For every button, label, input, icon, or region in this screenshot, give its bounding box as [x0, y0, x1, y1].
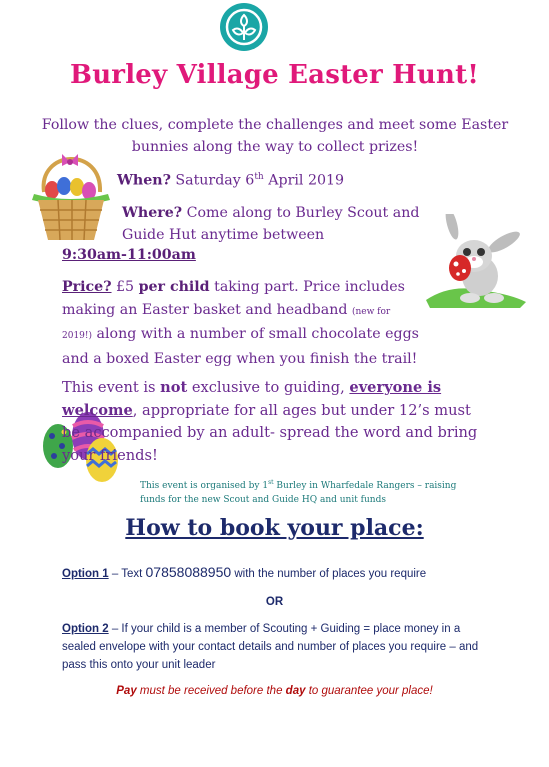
or-separator: OR [265, 596, 284, 608]
when-date: Saturday 6 [170, 172, 255, 189]
organiser-note [140, 476, 480, 507]
organiser-text-2: Burley in Wharfedale Rangers – raising funds for the new Scout and Guide HQ and unit funds [140, 481, 457, 505]
price-label: Price? [62, 279, 112, 295]
price-paragraph [62, 276, 422, 370]
option-2-label: Option 2 [62, 623, 109, 635]
trefoil-logo-icon [219, 2, 269, 52]
page-title: Burley Village Easter Hunt! [70, 60, 479, 90]
booking-option-1 [62, 564, 426, 580]
option-2-text: – If your child is a member of Scouting + Guiding = place money in a sealed envelope with your contact details and number of places you require – and pass this onto your unit leader [62, 623, 479, 671]
booking-option-2 [62, 620, 492, 674]
price-amount: £5 [111, 279, 139, 295]
payment-day: day [285, 685, 306, 697]
payment-text: must be received before the [136, 685, 286, 697]
booking-heading: How to book your place: [125, 515, 424, 541]
inclusion-not: not [160, 379, 188, 396]
when-line [117, 172, 344, 189]
intro-text: Follow the clues, complete the challenges and meet some Easter bunnies along the way to collect prizes! [41, 117, 509, 155]
where-label: Where? [122, 205, 183, 221]
when-date-suffix: th [254, 172, 264, 182]
inclusion-everyone: everyone is welcome [62, 379, 442, 419]
inclusion-text-2: exclusive to guiding, [187, 379, 350, 396]
payment-pay: Pay [116, 685, 137, 697]
payment-notice [0, 685, 549, 697]
where-line [122, 202, 422, 246]
price-text: taking part. Price includes making an Easter basket and headband [62, 279, 405, 318]
price-text-rest: along with a number of small chocolate eggs and a boxed Easter egg when you finish the trail! [62, 326, 419, 367]
event-time: 9:30am-11:00am [62, 247, 196, 263]
bunny-with-egg-illustration [420, 214, 528, 310]
easter-basket-illustration [30, 140, 112, 246]
when-label: When? [117, 172, 171, 189]
price-note: (new for 2019!) [62, 306, 391, 341]
inclusion-text: This event is [62, 379, 161, 396]
phone-number: 07858088950 [145, 564, 232, 580]
where-text: Come along to Burley Scout and Guide Hut anytime between [122, 205, 420, 243]
organiser-text: This event is organised by 1 [140, 481, 269, 491]
option-1-text: – Text [108, 568, 146, 580]
payment-text-2: to guarantee your place! [305, 685, 433, 697]
inclusion-paragraph [62, 377, 482, 467]
when-date-rest: April 2019 [263, 172, 345, 189]
price-per-child: per child [138, 279, 210, 295]
organiser-suffix: st [268, 479, 274, 486]
option-1-label: Option 1 [62, 568, 109, 580]
option-1-text-2: with the number of places you require [231, 568, 427, 580]
inclusion-text-3: , appropriate for all ages but under 12’s must be accompanied by an adult- spread the word and bring your friends! [62, 401, 478, 464]
